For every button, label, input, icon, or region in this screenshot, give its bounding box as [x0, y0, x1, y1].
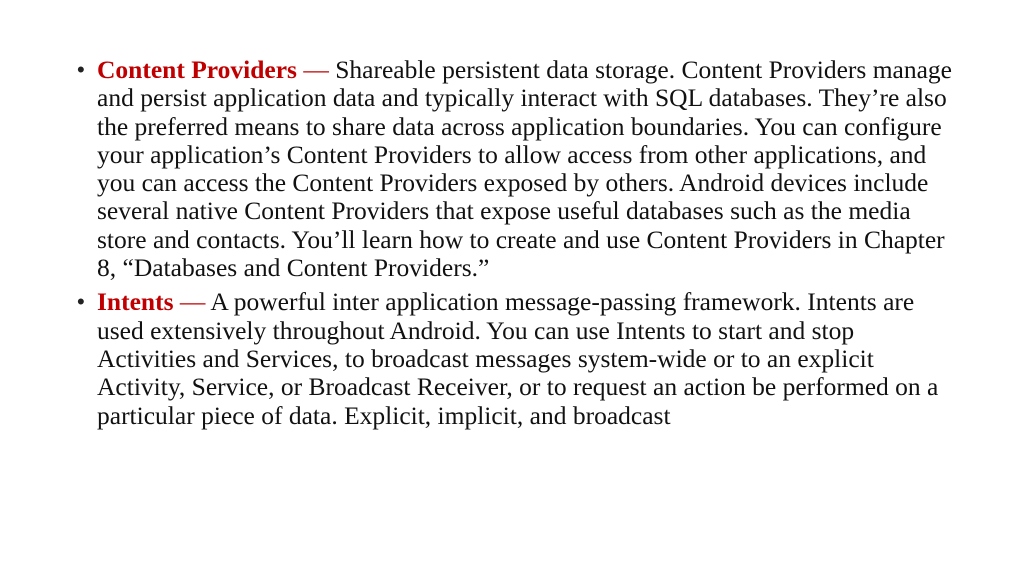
bullet-item-content-providers — [77, 56, 957, 282]
description-content-providers: Shareable persistent data storage. Content Providers manage and persist application data and typically interact with SQL databases. They’re also the preferred means to share data across application boundaries. You can configure your application’s Content Providers to allow access from other applications, and you can access the Content Providers exposed by others. Android devices include several native Content Providers that expose useful databases such as the media store and contacts. You’ll learn how to create and use Content Providers in Chapter 8, “Databases and Content Providers.” — [97, 55, 952, 283]
term-content-providers: Content Providers — [97, 55, 297, 84]
term-intents: Intents — [97, 287, 174, 317]
bullet-icon: • — [77, 57, 85, 82]
bullet-list — [77, 56, 957, 436]
bullet-item-intents — [77, 288, 957, 429]
bullet-icon: • — [77, 289, 85, 315]
em-dash: — — [173, 287, 211, 317]
description-intents: A powerful inter application message-passing framework. Intents are used extensively throughout Android. You can use Intents to start and stop Activities and Services, to broadcast messages system-wide or to an explicit Activity, Service, or Broadcast Receiver, or to request an action be performed on a particular piece of data. Explicit, implicit, and broadcast — [97, 287, 939, 430]
em-dash: — — [296, 55, 336, 84]
